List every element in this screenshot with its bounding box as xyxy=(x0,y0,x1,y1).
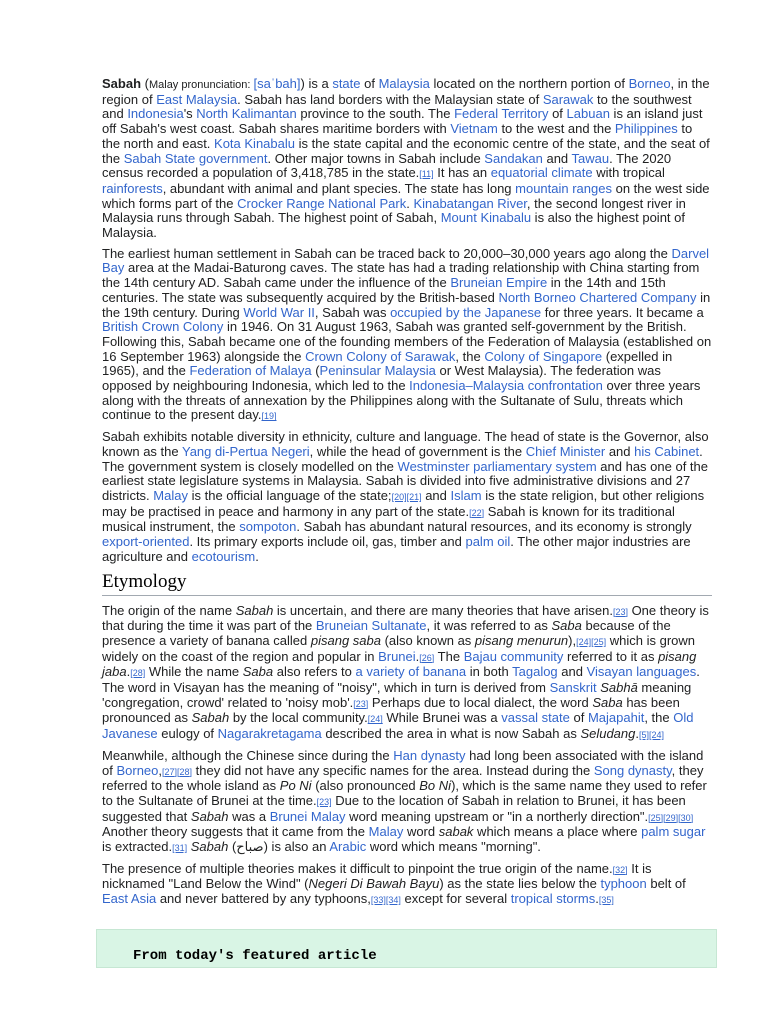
wiki-link[interactable]: Indonesia–Malaysia confrontation xyxy=(409,378,603,394)
wiki-link[interactable]: Darvel Bay xyxy=(102,245,710,276)
italic-term: Sabah xyxy=(190,808,229,824)
wiki-link[interactable]: Malay xyxy=(153,487,188,503)
paragraph xyxy=(102,862,712,908)
text-run: to the west and the xyxy=(497,121,615,137)
italic-term: pisang jaba xyxy=(102,648,697,680)
text-run: referred to it as xyxy=(563,648,659,664)
text-run: ), which is the same name they used to refer to the Sultanate of Brunei at the time. xyxy=(102,778,707,808)
text-run: or West Malaysia). The federation was opposed by neighbouring Indonesia, which led to the xyxy=(102,363,661,394)
text-run: except for several xyxy=(400,891,511,907)
italic-term: Sabah xyxy=(235,602,274,618)
italic-term: Negeri Di Bawah Bayu xyxy=(308,876,440,892)
text-run: is the state capital and the economic centre of the state, and the seat of the xyxy=(102,135,710,166)
text-run: . The other major industries are agriculture and xyxy=(102,534,691,564)
wiki-link[interactable]: Kota Kinabalu xyxy=(214,135,295,151)
text-run: , Sabah was xyxy=(314,304,391,320)
text-run: which means a place where xyxy=(473,824,642,840)
text-run: is the official language of the state; xyxy=(187,487,392,503)
wiki-link[interactable]: Visayan languages xyxy=(586,664,697,680)
text-run: . The 2020 census recorded a population of 3,418,785 in the state. xyxy=(102,150,672,181)
text-run: has been pronounced as xyxy=(102,694,680,726)
wiki-link[interactable]: Sabah State government xyxy=(123,150,268,166)
italic-term: pisang menurun xyxy=(474,632,569,648)
wiki-link[interactable]: Indonesia xyxy=(127,106,184,122)
wiki-link[interactable]: tropical storms xyxy=(510,891,596,907)
wiki-link[interactable]: Federal Territory xyxy=(454,106,549,122)
text-run: eulogy of xyxy=(157,726,218,742)
text-run: , abundant with animal and plant species. The state has long xyxy=(162,180,516,196)
text-run: and has one of the earliest state legislature systems in Malaysia. Sabah is divided into five administrative divisions and 27 districts. xyxy=(102,458,708,503)
text-run: (expelled in 1965), and the xyxy=(102,348,673,379)
text-run: . Its primary exports include oil, gas, timber and xyxy=(189,534,466,550)
wiki-link[interactable]: Labuan xyxy=(566,106,610,122)
citation-ref xyxy=(576,637,606,647)
featured-article-box xyxy=(96,929,717,968)
text-run: (also pronounced xyxy=(311,778,420,794)
text-run: in the 19th century. During xyxy=(102,289,711,320)
wiki-link[interactable]: Colony of Singapore xyxy=(484,348,603,364)
italic-term: pisang saba xyxy=(310,632,381,648)
text-run: , they referred to the whole island as xyxy=(102,762,704,794)
citation-ref xyxy=(371,895,401,905)
wiki-link[interactable]: Song dynasty xyxy=(593,762,672,778)
italic-term: Sabah xyxy=(190,839,229,855)
wiki-link[interactable]: North Borneo Chartered Company xyxy=(498,289,697,305)
wiki-link[interactable]: vassal state xyxy=(501,710,570,726)
text-run: to the north and east. xyxy=(102,121,693,151)
text-run: Sabah is known for its traditional musical instrument, the xyxy=(102,503,675,535)
text-run: While Brunei was a xyxy=(382,710,502,726)
wiki-link[interactable]: state xyxy=(332,76,361,91)
text-run: . xyxy=(255,548,259,564)
citation-ref xyxy=(613,607,628,617)
text-run: . xyxy=(595,891,599,907)
text-run: and xyxy=(542,150,572,166)
text-run: in both xyxy=(466,664,513,680)
citation-ref xyxy=(392,492,422,502)
citation-ref xyxy=(648,813,693,823)
wiki-link[interactable]: North Kalimantan xyxy=(196,106,297,122)
italic-term: Po Ni xyxy=(279,778,312,794)
wiki-link[interactable]: British Crown Colony xyxy=(102,319,224,335)
text-run: It has an xyxy=(433,165,491,181)
text-run: located on the northern portion of xyxy=(429,76,629,91)
text-run: and xyxy=(421,487,451,503)
italic-term: Sabhā xyxy=(600,680,638,696)
text-run: The earliest human settlement in Sabah can be traced back to 20,000–30,000 years ago along the xyxy=(102,245,672,261)
text-run: was a xyxy=(228,808,270,824)
text-run: . Other major towns in Sabah include xyxy=(267,150,485,166)
text-run: The xyxy=(434,648,464,664)
text-run: belt of xyxy=(646,876,686,892)
italic-term: Bo Ni xyxy=(419,778,452,794)
citation-link[interactable]: [26] xyxy=(419,652,435,663)
citation-link[interactable]: [22] xyxy=(469,507,485,518)
text-run: for three years. It became a xyxy=(541,304,704,320)
text-run: area at the Madai-Baturong caves. The state has had a trading relationship with China starting from the 14th century AD. Sabah came under the influence of the xyxy=(102,260,700,291)
text-run: province to the south. The xyxy=(296,106,455,122)
text-run: with tropical xyxy=(592,165,665,181)
text-run: Due to the location of Sabah in relation to Brunei, it has been suggested that xyxy=(102,792,686,824)
text-run: , xyxy=(158,762,163,778)
wiki-link[interactable]: Sanskrit xyxy=(549,680,597,696)
wiki-link[interactable]: Philippines xyxy=(614,121,678,137)
citation-link[interactable]: [24] xyxy=(367,714,383,725)
text-run: , the xyxy=(455,348,485,364)
text-run: , it was referred to as xyxy=(426,618,552,634)
citation-ref xyxy=(130,668,145,678)
citation-ref xyxy=(469,508,484,518)
article-subject: Sabah xyxy=(102,76,142,91)
text-run: ), xyxy=(568,632,577,648)
text-run: , the xyxy=(644,710,674,726)
wiki-link[interactable]: Peninsular Malaysia xyxy=(319,363,436,379)
pronunciation-label: Malay pronunciation: xyxy=(148,79,254,91)
wiki-link[interactable]: Tagalog xyxy=(512,664,558,680)
text-run: is uncertain, and there are many theories that have arisen. xyxy=(273,602,613,618)
wiki-link[interactable]: Malaysia xyxy=(378,76,430,91)
citation-link[interactable]: [31] xyxy=(172,843,188,854)
wiki-link[interactable]: Westminster parliamentary system xyxy=(397,458,597,474)
text-run: of xyxy=(360,76,379,91)
text-run: had long been associated with the island of xyxy=(102,747,704,778)
text-run: Another theory suggests that it came from the xyxy=(102,824,369,840)
text-run: (صباح) is also an xyxy=(228,839,330,855)
text-run: . xyxy=(415,648,420,664)
featured-article-label: From today's featured article xyxy=(133,948,377,964)
text-run: ) as the state lies below the xyxy=(439,876,601,892)
text-run: and never battered by any typhoons, xyxy=(156,891,371,907)
text-run: . xyxy=(635,726,640,742)
wiki-link[interactable]: Sandakan xyxy=(484,150,543,166)
wiki-link[interactable]: equatorial climate xyxy=(490,165,593,181)
wiki-link[interactable]: a variety of banana xyxy=(355,664,467,680)
wiki-link[interactable]: typhoon xyxy=(600,876,647,892)
wiki-link[interactable]: sompoton xyxy=(239,519,297,535)
italic-term: sabak xyxy=(438,824,474,840)
wiki-link[interactable]: East Asia xyxy=(102,891,157,907)
text-run: to the southwest and xyxy=(102,91,692,122)
text-run: which is grown widely on the coast of the region and popular in xyxy=(102,632,696,664)
text-run: . The government system is closely modelled on the xyxy=(102,443,703,474)
text-run: is also the highest point of Malaysia. xyxy=(102,210,685,241)
wiki-link[interactable]: Islam xyxy=(450,487,482,503)
text-run: Meanwhile, although the Chinese since during the xyxy=(102,747,394,763)
wiki-link[interactable]: Yang di-Pertua Negeri xyxy=(181,443,310,459)
text-run: ( xyxy=(311,363,320,379)
wiki-link[interactable]: Bruneian Empire xyxy=(450,275,548,291)
text-run: The origin of the name xyxy=(102,602,236,618)
citation-link[interactable]: [5][24] xyxy=(639,730,665,741)
citation-link[interactable]: [35] xyxy=(598,895,614,906)
wiki-link[interactable]: mountain ranges xyxy=(515,180,612,196)
citation-link[interactable]: [32] xyxy=(612,864,628,875)
text-run: and xyxy=(605,443,635,459)
wiki-link[interactable]: Crown Colony of Sarawak xyxy=(305,348,456,364)
text-run: . xyxy=(406,195,414,211)
text-run: . Sabah has abundant natural resources, and its economy is strongly xyxy=(296,519,692,535)
citation-ref xyxy=(368,714,383,724)
wiki-link[interactable]: Old Javanese xyxy=(102,710,694,742)
citation-ref xyxy=(261,411,276,421)
text-run: word meaning upstream or "in a northerly direction". xyxy=(345,808,649,824)
text-run: meaning 'congregation, crowd' related to 'noisy mob'. xyxy=(102,680,692,710)
text-run: of xyxy=(569,710,588,726)
wiki-link[interactable]: Malay xyxy=(368,824,404,840)
text-run: It is nicknamed "Land Below the Wind" ( xyxy=(102,860,652,892)
citation-link[interactable]: [28] xyxy=(130,668,146,679)
wiki-link[interactable]: Brunei xyxy=(378,648,416,664)
citation-ref xyxy=(353,699,368,709)
italic-term: Sabah xyxy=(191,710,230,726)
text-run: and xyxy=(557,664,587,680)
text-run: over three years along with the threats of annexation by the Philippines along with the Sultanate of Sulu, threats which continue to the present day. xyxy=(102,378,701,423)
wiki-link[interactable]: East Malaysia xyxy=(156,91,238,107)
text-run: Sabah exhibits notable diversity in ethnicity, culture and language. The head of state is the Governor, also known as the xyxy=(102,429,709,459)
italic-term: Seludang xyxy=(580,726,636,742)
citation-ref xyxy=(599,895,614,905)
text-run: 's xyxy=(183,106,197,122)
text-run: , in the region of xyxy=(102,76,710,107)
text-run: described the area in what is now Sabah as xyxy=(321,726,581,742)
text-run: While the name xyxy=(145,664,243,680)
wiki-link[interactable]: ecotourism xyxy=(191,548,256,564)
text-run: is the state religion, but other religions may be practised in peace and harmony in any part of the state. xyxy=(102,487,705,519)
wiki-link[interactable]: Federation of Malaya xyxy=(189,363,312,379)
section-heading-etymology: Etymology xyxy=(102,571,712,596)
wiki-link[interactable]: Crocker Range National Park xyxy=(237,195,407,211)
text-run: The presence of multiple theories makes it difficult to pinpoint the true origin of the name. xyxy=(102,860,613,876)
text-run: of xyxy=(548,106,567,122)
paragraph xyxy=(102,604,712,743)
italic-term: Saba xyxy=(551,618,582,634)
text-run: . The word in Visayan has the meaning of "noisy", which in turn is derived from xyxy=(102,664,700,696)
text-run: is extracted. xyxy=(102,839,173,855)
wiki-link[interactable]: Bruneian Sultanate xyxy=(315,618,427,634)
citation-link[interactable]: [33][34] xyxy=(370,895,401,906)
text-run: , while the head of government is the xyxy=(309,443,526,459)
text-run: they did not have any specific names for the area. Instead during the xyxy=(192,762,594,778)
paragraph xyxy=(102,430,712,564)
text-run: One theory is that during the time it was part of the xyxy=(102,602,709,634)
wiki-link[interactable]: occupied by the Japanese xyxy=(390,304,542,320)
citation-ref xyxy=(419,169,433,179)
article-body xyxy=(102,77,712,914)
text-run: word which means "morning". xyxy=(366,839,541,855)
citation-link[interactable]: [24][25] xyxy=(576,636,607,647)
citation-link[interactable]: [25][29][30] xyxy=(648,812,694,823)
text-run: ( xyxy=(141,76,149,91)
text-run: ) is a xyxy=(300,76,333,91)
citation-link[interactable]: [11] xyxy=(419,169,434,180)
text-run: on the west side which forms part of the xyxy=(102,180,710,211)
citation-link[interactable]: [23] xyxy=(316,796,332,807)
text-run: in the 14th and 15th centuries. The state was subsequently acquired by the British-based xyxy=(102,275,666,305)
wiki-link[interactable]: Vietnam xyxy=(450,121,498,137)
wiki-link[interactable]: Brunei Malay xyxy=(269,808,346,824)
italic-term: Saba xyxy=(592,694,623,710)
wiki-link[interactable]: his Cabinet xyxy=(634,443,700,459)
paragraph xyxy=(102,247,712,424)
wiki-link[interactable]: [saˈbah] xyxy=(253,76,301,91)
citation-link[interactable]: [23] xyxy=(353,698,369,709)
citation-ref xyxy=(317,797,332,807)
wiki-link[interactable]: Majapahit xyxy=(587,710,645,726)
wiki-link[interactable]: Han dynasty xyxy=(393,747,466,763)
text-run: in 1946. On 31 August 1963, Sabah was granted self-government by the British. Following this, Sabah became one of the founding members of the Federation of Malaysia (established on 16 September 1963) alongside the xyxy=(102,319,712,364)
wiki-link[interactable]: Arabic xyxy=(329,839,367,855)
article-intro xyxy=(102,77,712,565)
wiki-link[interactable]: Nagarakretagama xyxy=(217,726,322,742)
wiki-link[interactable]: palm sugar xyxy=(641,824,706,840)
wiki-link[interactable]: Tawau xyxy=(571,150,610,166)
citation-link[interactable]: [19] xyxy=(261,411,277,422)
text-run: because of the presence a variety of banana called xyxy=(102,618,671,648)
citation-ref xyxy=(172,843,187,853)
text-run: also refers to xyxy=(273,664,356,680)
citation-ref xyxy=(613,865,628,875)
wiki-link[interactable]: Bajau community xyxy=(463,648,564,664)
wiki-link[interactable]: Kinabatangan River xyxy=(413,195,527,211)
text-run: word xyxy=(403,824,439,840)
wiki-link[interactable]: palm oil xyxy=(465,534,511,550)
wiki-link[interactable]: Chief Minister xyxy=(525,443,606,459)
italic-term: Saba xyxy=(242,664,274,680)
citation-link[interactable]: [23] xyxy=(612,606,628,617)
text-run: , the second longest river in Malaysia runs through Sabah. The highest point of Sabah, xyxy=(102,195,686,226)
wiki-link[interactable]: Mount Kinabalu xyxy=(440,210,532,226)
citation-link[interactable]: [20][21] xyxy=(391,491,422,502)
citation-ref xyxy=(639,730,664,740)
text-run: is an island just off Sabah's west coast. Sabah shares maritime borders with xyxy=(102,106,703,137)
wiki-link[interactable]: Borneo xyxy=(116,762,159,778)
paragraph xyxy=(102,749,712,856)
citation-ref xyxy=(162,767,192,777)
wiki-link[interactable]: rainforests xyxy=(102,180,163,196)
text-run: Perhaps due to local dialect, the word xyxy=(368,694,593,710)
wiki-link[interactable]: World War II xyxy=(243,304,315,320)
text-run: . xyxy=(126,664,131,680)
text-run: by the local community. xyxy=(229,710,368,726)
wiki-link[interactable]: Borneo xyxy=(628,76,671,91)
text-run: . Sabah has land borders with the Malaysian state of xyxy=(237,91,543,107)
wiki-link[interactable]: Sarawak xyxy=(542,91,594,107)
paragraph xyxy=(102,77,712,241)
text-run: (also known as xyxy=(380,632,475,648)
etymology-section xyxy=(102,604,712,908)
citation-ref xyxy=(419,653,434,663)
wiki-link[interactable]: export-oriented xyxy=(102,534,190,550)
citation-link[interactable]: [27][28] xyxy=(162,766,193,777)
